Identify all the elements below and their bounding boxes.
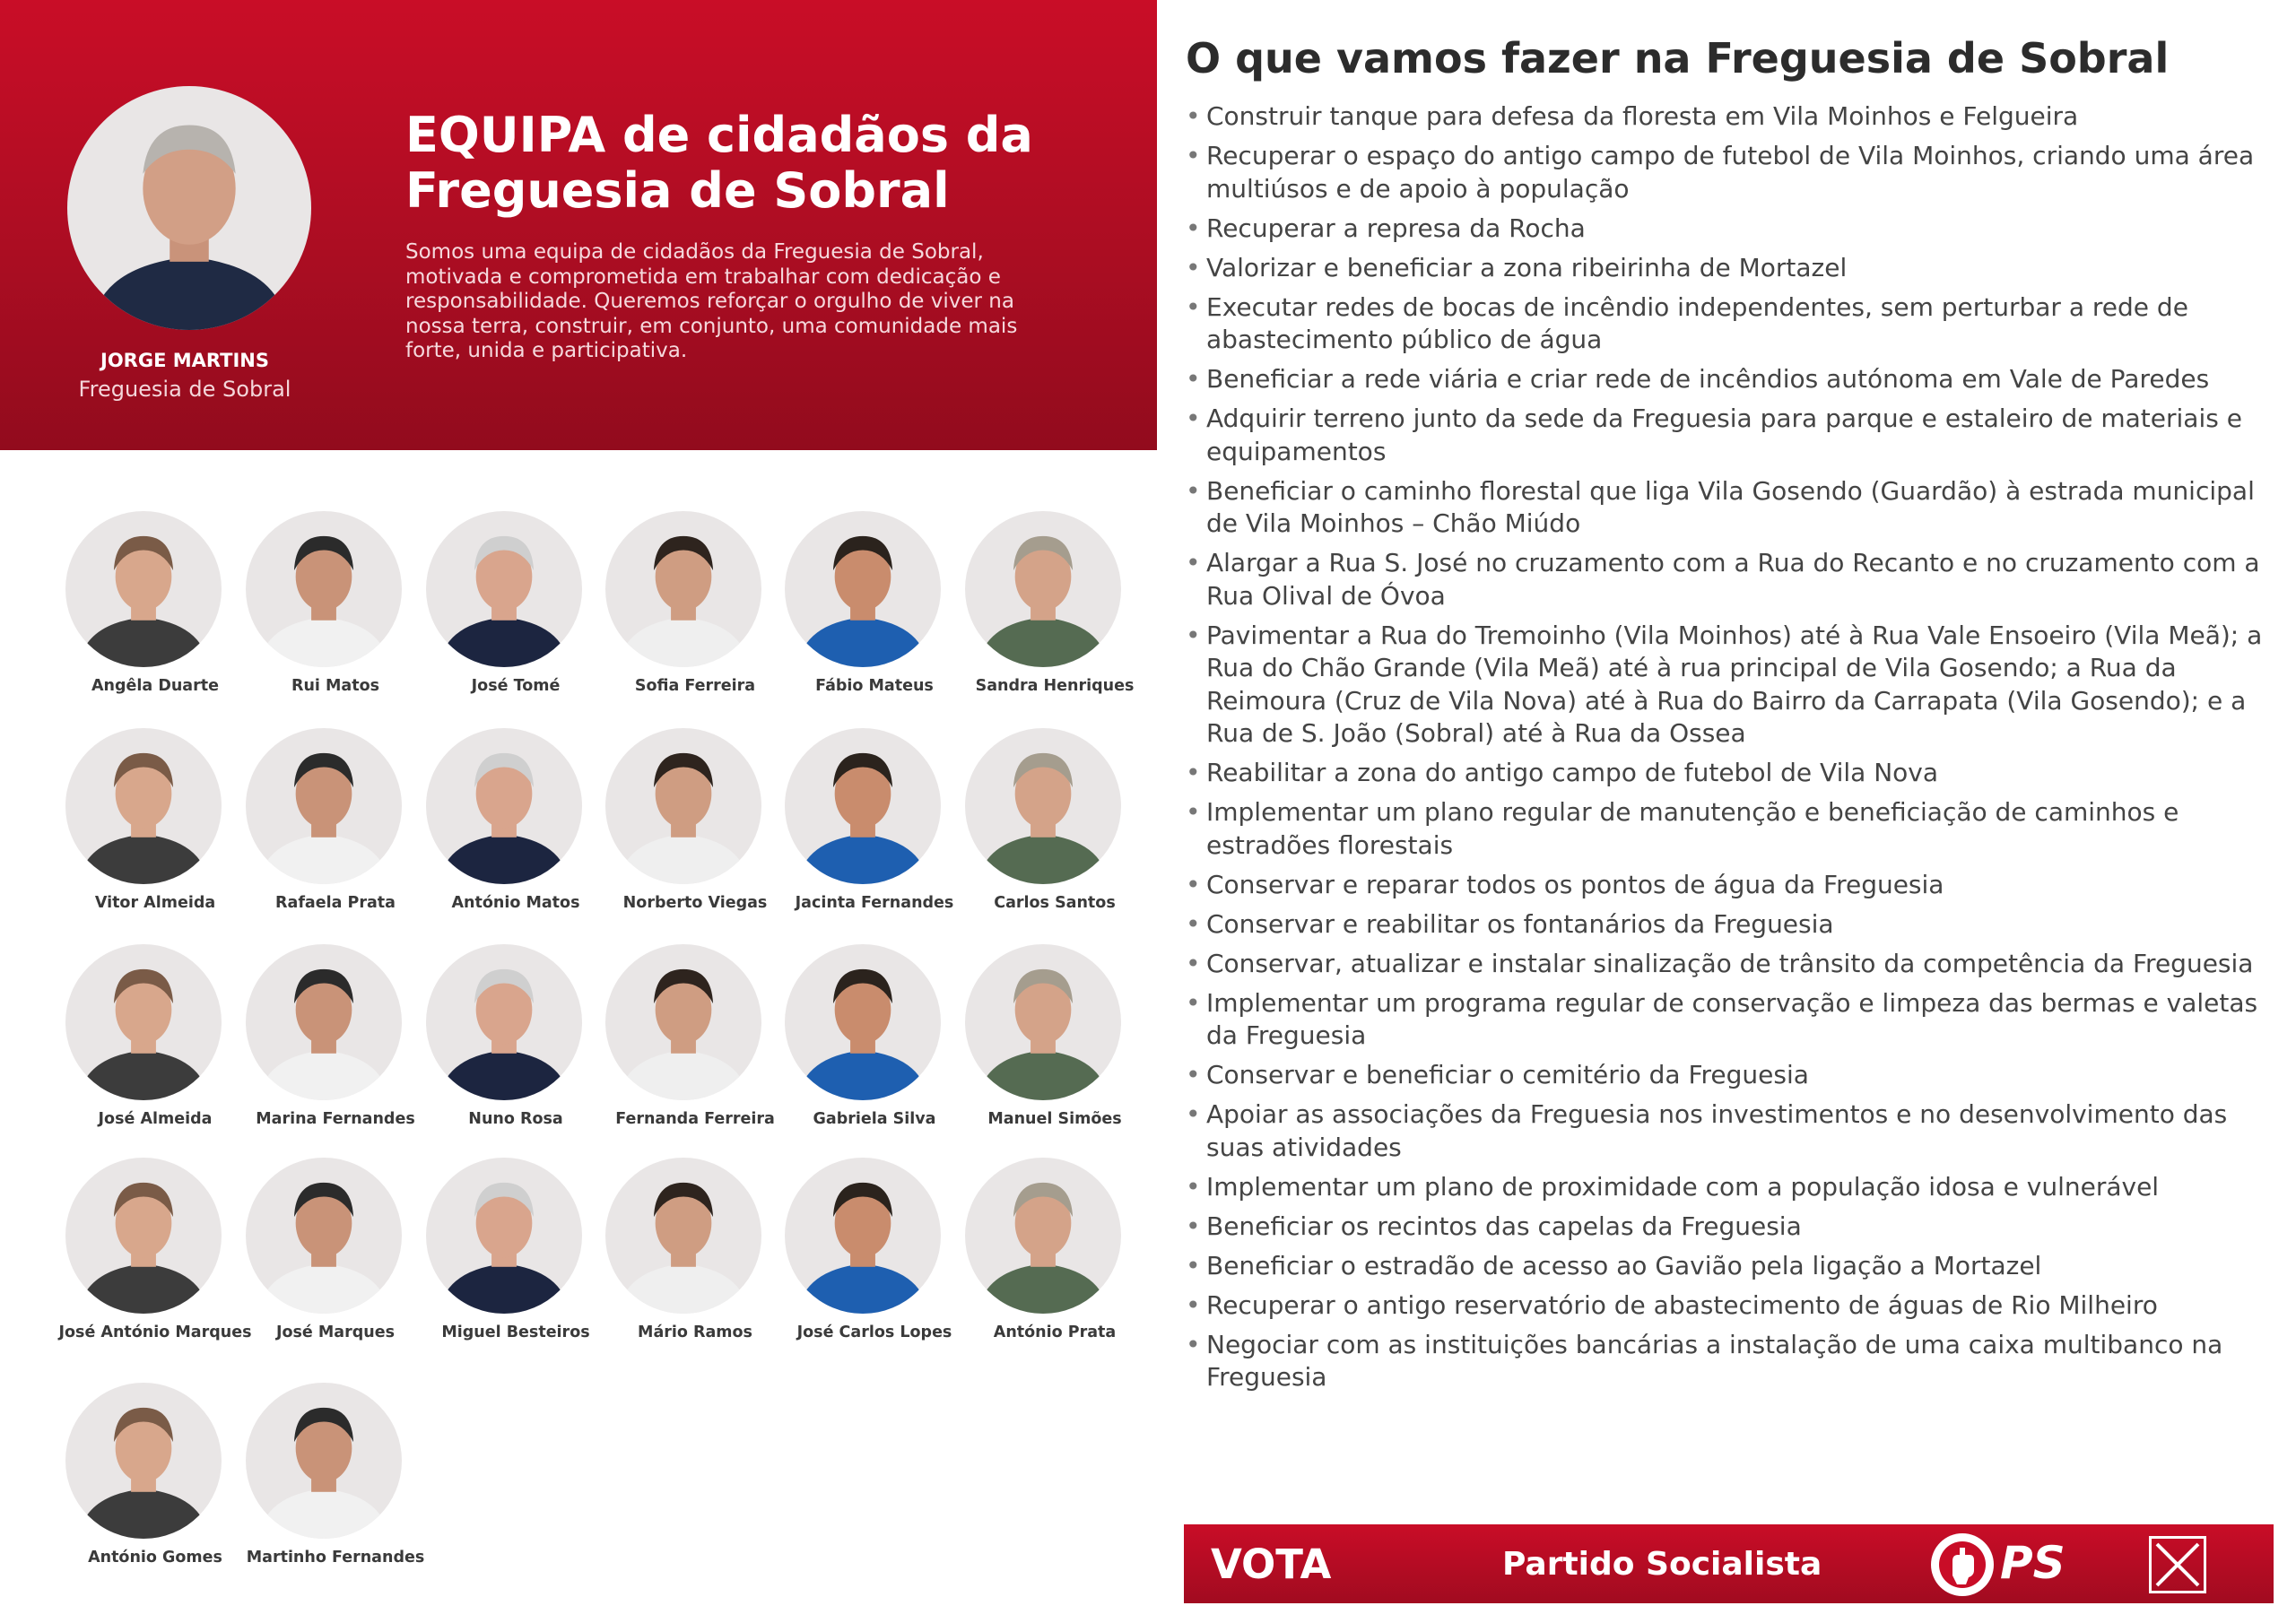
member-photo xyxy=(65,944,222,1100)
member-name: Rafaela Prata xyxy=(275,894,396,912)
team-intro: Somos uma equipa de cidadãos da Freguesia de Sobral, motivada e comprometida em trabalhar com dedicação e responsabilidade. Queremos reforçar o orgulho de viver na nossa terra, construir, em conjunto, uma comunidade mais forte, unida e participativa. xyxy=(405,240,1018,362)
member-photo xyxy=(965,1158,1121,1314)
team-member xyxy=(223,1158,403,1364)
leader-photo xyxy=(67,86,311,330)
person-avatar-icon xyxy=(65,511,222,667)
team-member xyxy=(43,511,222,717)
team-member xyxy=(43,728,222,934)
member-name: Jacinta Fernandes xyxy=(795,894,954,912)
person-avatar-icon xyxy=(65,1158,222,1314)
member-photo xyxy=(426,728,582,884)
member-photo xyxy=(965,728,1121,884)
person-avatar-icon xyxy=(605,1158,761,1314)
plan-item: • Beneficiar o estradão de acesso ao Gavião pela ligação a Mortazel xyxy=(1186,1250,2275,1283)
member-name: Angêla Duarte xyxy=(91,677,219,695)
team-member xyxy=(223,1383,425,1589)
member-photo xyxy=(65,1383,222,1539)
team-member xyxy=(762,511,942,717)
member-photo xyxy=(605,511,761,667)
member-photo xyxy=(426,1158,582,1314)
team-member xyxy=(404,944,583,1150)
member-photo xyxy=(246,728,402,884)
person-avatar-icon xyxy=(785,511,941,667)
team-header xyxy=(0,0,1157,450)
plan-item: • Alargar a Rua S. José no cruzamento com a Rua do Recanto e no cruzamento com a Rua Olival de Óvoa xyxy=(1186,547,2275,612)
member-photo xyxy=(785,1158,941,1314)
vote-label: VOTA xyxy=(1211,1541,1332,1588)
plans-title: O que vamos fazer na Freguesia de Sobral xyxy=(1186,34,2170,82)
team-member xyxy=(404,511,583,717)
cross-mark-icon xyxy=(2152,1539,2204,1591)
person-avatar-icon xyxy=(785,1158,941,1314)
member-name: António Matos xyxy=(451,894,580,912)
plan-item: • Construir tanque para defesa da floresta em Vila Moinhos e Felgueira xyxy=(1186,100,2275,134)
plan-item: • Recuperar o antigo reservatório de abastecimento de águas de Rio Milheiro xyxy=(1186,1289,2275,1323)
team-member xyxy=(404,1158,590,1364)
member-name: José Carlos Lopes xyxy=(796,1324,952,1341)
plan-item: • Executar redes de bocas de incêndio independentes, sem perturbar a rede de abastecimento público de água xyxy=(1186,291,2275,357)
person-avatar-icon xyxy=(426,1158,582,1314)
person-avatar-icon xyxy=(426,728,582,884)
plan-item: • Recuperar a represa da Rocha xyxy=(1186,213,2275,246)
member-photo xyxy=(426,511,582,667)
person-avatar-icon xyxy=(426,944,582,1100)
team-member xyxy=(43,1383,222,1589)
team-member xyxy=(223,944,415,1150)
person-avatar-icon xyxy=(65,1383,222,1539)
person-avatar-icon xyxy=(246,944,402,1100)
member-name: Vitor Almeida xyxy=(94,894,216,912)
person-avatar-icon xyxy=(965,944,1121,1100)
team-member xyxy=(583,944,775,1150)
plans-list xyxy=(1186,100,2275,1401)
person-avatar-icon xyxy=(965,1158,1121,1314)
person-avatar-icon xyxy=(67,86,311,330)
member-photo xyxy=(605,944,761,1100)
plan-item: • Conservar, atualizar e instalar sinalização de trânsito da competência da Freguesia xyxy=(1186,948,2275,981)
member-photo xyxy=(605,728,761,884)
member-name: Fernanda Ferreira xyxy=(615,1110,775,1128)
plan-item: • Beneficiar o caminho florestal que liga Vila Gosendo (Guardão) à estrada municipal de Vila Moinhos – Chão Miúdo xyxy=(1186,475,2275,541)
member-photo xyxy=(246,1383,402,1539)
plan-item: • Beneficiar os recintos das capelas da Freguesia xyxy=(1186,1211,2275,1244)
team-member xyxy=(43,1158,252,1364)
person-avatar-icon xyxy=(965,728,1121,884)
member-name: António Prata xyxy=(993,1324,1117,1341)
team-member xyxy=(223,728,403,934)
member-name: Nuno Rosa xyxy=(468,1110,563,1128)
person-avatar-icon xyxy=(246,1383,402,1539)
plan-item: • Apoiar as associações da Freguesia nos investimentos e no desenvolvimento das suas atividades xyxy=(1186,1098,2275,1164)
member-name: Mário Ramos xyxy=(638,1324,752,1341)
person-avatar-icon xyxy=(785,944,941,1100)
member-photo xyxy=(785,944,941,1100)
member-name: José Marques xyxy=(275,1324,396,1341)
team-member xyxy=(762,728,954,934)
member-photo xyxy=(246,1158,402,1314)
plan-item: • Conservar e beneficiar o cemitério da Freguesia xyxy=(1186,1059,2275,1092)
member-photo xyxy=(65,511,222,667)
plan-item: • Valorizar e beneficiar a zona ribeirinha de Mortazel xyxy=(1186,252,2275,285)
member-name: Manuel Simões xyxy=(987,1110,1122,1128)
member-photo xyxy=(605,1158,761,1314)
person-avatar-icon xyxy=(65,728,222,884)
ps-fist-logo-icon xyxy=(1926,1531,1998,1599)
vote-banner xyxy=(1184,1524,2274,1603)
member-name: António Gomes xyxy=(88,1549,222,1567)
member-name: Sofia Ferreira xyxy=(634,677,756,695)
member-name: Marina Fernandes xyxy=(256,1110,415,1128)
member-photo xyxy=(65,1158,222,1314)
plan-item: • Conservar e reparar todos os pontos de água da Freguesia xyxy=(1186,869,2275,902)
plan-item: • Reabilitar a zona do antigo campo de futebol de Vila Nova xyxy=(1186,757,2275,790)
plan-item: • Adquirir terreno junto da sede da Freguesia para parque e estaleiro de materiais e equipamentos xyxy=(1186,403,2275,468)
person-avatar-icon xyxy=(246,728,402,884)
person-avatar-icon xyxy=(246,511,402,667)
team-member xyxy=(762,944,942,1150)
team-member xyxy=(943,511,1135,717)
member-name: Martinho Fernandes xyxy=(246,1549,425,1567)
team-member xyxy=(223,511,403,717)
member-photo xyxy=(965,944,1121,1100)
plan-item: • Pavimentar a Rua do Tremoinho (Vila Moinhos) até à Rua Vale Ensoeiro (Vila Meã); a Rua do Chão Grande (Vila Meã) até à rua principal de Vila Gosendo; a Rua da Reimoura (Cruz de Vila Nova) até à Rua do Bairro da Carrapata (Vila Gosendo); e a Rua de S. João (Sobral) até à Rua da Ossea xyxy=(1186,620,2275,751)
member-photo xyxy=(785,511,941,667)
person-avatar-icon xyxy=(605,728,761,884)
plan-item: • Implementar um programa regular de conservação e limpeza das bermas e valetas da Freguesia xyxy=(1186,987,2275,1053)
team-member xyxy=(943,728,1122,934)
person-avatar-icon xyxy=(605,511,761,667)
person-avatar-icon xyxy=(246,1158,402,1314)
plan-item: • Implementar um plano regular de manutenção e beneficiação de caminhos e estradões florestais xyxy=(1186,796,2275,862)
team-member xyxy=(43,944,222,1150)
plan-item: • Implementar um plano de proximidade com a população idosa e vulnerável xyxy=(1186,1171,2275,1204)
team-member xyxy=(404,728,583,934)
plan-item: • Recuperar o espaço do antigo campo de futebol de Vila Moinhos, criando uma área multiúsos e de apoio à população xyxy=(1186,140,2275,205)
plan-item: • Negociar com as instituições bancárias a instalação de uma caixa multibanco na Freguesia xyxy=(1186,1329,2275,1394)
member-name: Rui Matos xyxy=(291,677,380,695)
member-photo xyxy=(965,511,1121,667)
member-name: Carlos Santos xyxy=(994,894,1116,912)
member-name: Fábio Mateus xyxy=(815,677,934,695)
team-member xyxy=(943,944,1122,1150)
member-photo xyxy=(246,944,402,1100)
party-name: Partido Socialista xyxy=(1502,1546,1822,1583)
leader-subtitle: Freguesia de Sobral xyxy=(78,377,291,402)
person-avatar-icon xyxy=(605,944,761,1100)
team-member xyxy=(583,1158,762,1364)
member-photo xyxy=(785,728,941,884)
leader-name: JORGE MARTINS xyxy=(100,350,269,371)
person-avatar-icon xyxy=(426,511,582,667)
member-name: Norberto Viegas xyxy=(622,894,768,912)
team-member xyxy=(943,1158,1122,1364)
member-photo xyxy=(65,728,222,884)
vote-checkbox xyxy=(2149,1536,2206,1593)
member-name: Miguel Besteiros xyxy=(441,1324,590,1341)
ps-logo-text: PS xyxy=(2000,1537,2066,1589)
member-name: José Almeida xyxy=(98,1110,213,1128)
plan-item: • Conservar e reabilitar os fontanários da Freguesia xyxy=(1186,908,2275,942)
team-member xyxy=(762,1158,952,1364)
person-avatar-icon xyxy=(965,511,1121,667)
member-photo xyxy=(246,511,402,667)
member-photo xyxy=(426,944,582,1100)
person-avatar-icon xyxy=(65,944,222,1100)
team-member xyxy=(583,728,768,934)
member-name: Sandra Henriques xyxy=(975,677,1135,695)
team-title: EQUIPA de cidadãos da Freguesia de Sobral xyxy=(405,107,1033,219)
member-name: Gabriela Silva xyxy=(813,1110,936,1128)
team-member xyxy=(583,511,762,717)
member-name: José Tomé xyxy=(471,677,561,695)
plan-item: • Beneficiar a rede viária e criar rede de incêndios autónoma em Vale de Paredes xyxy=(1186,363,2275,396)
member-name: José António Marques xyxy=(58,1324,252,1341)
person-avatar-icon xyxy=(785,728,941,884)
